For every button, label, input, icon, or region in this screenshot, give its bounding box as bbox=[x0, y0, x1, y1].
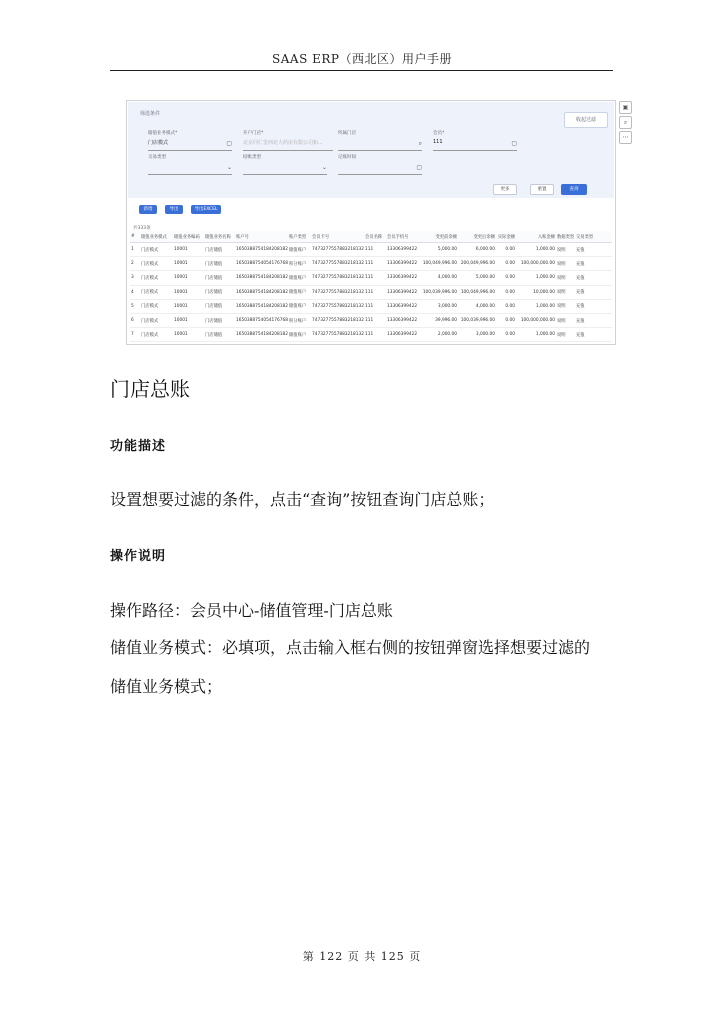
table-cell: 10,000.00 bbox=[516, 285, 556, 299]
table-cell: 4,000.00 bbox=[421, 271, 458, 285]
page-footer: 第 122 页 共 125 页 bbox=[302, 950, 422, 963]
table-cell: 5 bbox=[130, 299, 140, 313]
table-cell: 门店储值 bbox=[204, 243, 235, 257]
operation-line: 储值业务模式：必填项，点击输入框右侧的按钮弹窗选择想要过滤的 bbox=[110, 638, 591, 657]
table-cell: 7473277557883218132 bbox=[311, 285, 364, 299]
table-cell: 储值账户 bbox=[288, 328, 311, 342]
table-cell: 111 bbox=[364, 328, 386, 342]
table-cell: 说明 bbox=[556, 271, 575, 285]
more-button[interactable]: 更多 bbox=[493, 184, 517, 195]
table-cell: 储值账户 bbox=[288, 299, 311, 313]
function-description-text: 设置想要过滤的条件，点击“查询”按钮查询门店总账； bbox=[110, 490, 495, 509]
table-cell: 积分账户 bbox=[288, 313, 311, 327]
table-cell: 2 bbox=[130, 257, 140, 271]
column-header[interactable]: 储值业务模式 bbox=[140, 231, 173, 243]
table-row[interactable] bbox=[130, 328, 612, 342]
table-cell: 1 bbox=[130, 243, 140, 257]
table-cell: 13306399422 bbox=[386, 243, 421, 257]
table-cell: 111 bbox=[364, 271, 386, 285]
table-cell: 1,000.00 bbox=[516, 243, 556, 257]
table-cell: 门店储值 bbox=[204, 299, 235, 313]
table-cell: 13306399422 bbox=[386, 328, 421, 342]
table-cell: 充值 bbox=[575, 257, 612, 271]
table-cell: 6 bbox=[130, 313, 140, 327]
table-cell: 10001 bbox=[173, 271, 204, 285]
operation-path: 操作路径：会员中心-储值管理-门店总账 bbox=[110, 601, 393, 620]
table-cell: 111 bbox=[364, 257, 386, 271]
table-cell: 充值 bbox=[575, 313, 612, 327]
table-cell: 充值 bbox=[575, 299, 612, 313]
table-cell: 储值账户 bbox=[288, 285, 311, 299]
zoom-icon[interactable]: ⌕ bbox=[619, 116, 632, 129]
column-header[interactable]: 实际金额 bbox=[496, 231, 516, 243]
table-cell: 5,000.00 bbox=[421, 243, 458, 257]
open-store-field[interactable]: 开户门店* 北京同仁堂西北大药房有限公司和... bbox=[243, 130, 333, 146]
table-cell: 0.00 bbox=[496, 299, 516, 313]
calendar-icon[interactable]: ▢ bbox=[416, 164, 422, 171]
table-cell: 13306399422 bbox=[386, 285, 421, 299]
table-cell: 说明 bbox=[556, 328, 575, 342]
business-mode-field[interactable]: 储值业务模式* 门店模式 ▢ bbox=[148, 130, 232, 146]
table-cell: 门店模式 bbox=[140, 271, 173, 285]
settle-type-select[interactable]: 结帐类型 ⌄ bbox=[243, 154, 327, 163]
table-cell: 门店储值 bbox=[204, 328, 235, 342]
table-cell: 3 bbox=[130, 271, 140, 285]
column-header[interactable]: 变更前余额 bbox=[421, 231, 458, 243]
table-cell: 门店模式 bbox=[140, 313, 173, 327]
table-cell: 3,000.00 bbox=[421, 299, 458, 313]
table-cell: 充值 bbox=[575, 271, 612, 285]
column-header[interactable]: # bbox=[130, 231, 140, 243]
calendar-icon[interactable]: ▢ bbox=[226, 140, 232, 147]
column-header[interactable]: 会员名称 bbox=[364, 231, 386, 243]
table-cell: 门店模式 bbox=[140, 328, 173, 342]
table-cell: 储值账户 bbox=[288, 271, 311, 285]
table-cell: 门店模式 bbox=[140, 243, 173, 257]
section-heading: 门店总账 bbox=[110, 377, 190, 401]
query-button[interactable]: 查询 bbox=[561, 184, 587, 195]
table-cell: 门店储值 bbox=[204, 285, 235, 299]
running-header: SAAS ERP（西北区）用户手册 bbox=[272, 52, 452, 66]
table-cell: 100,039,996.00 bbox=[421, 285, 458, 299]
table-cell: 门店储值 bbox=[204, 257, 235, 271]
table-cell: 1650388754054176768 bbox=[235, 313, 288, 327]
table-cell: 充值 bbox=[575, 328, 612, 342]
app-screenshot bbox=[126, 100, 616, 345]
table-cell: 13306399422 bbox=[386, 299, 421, 313]
table-cell: 7473277557883218132 bbox=[311, 257, 364, 271]
table-cell: 1,000.00 bbox=[516, 271, 556, 285]
column-header[interactable]: 数据类型 bbox=[556, 231, 575, 243]
table-row[interactable] bbox=[130, 299, 612, 313]
table-cell: 0.00 bbox=[496, 328, 516, 342]
table-row[interactable] bbox=[130, 313, 612, 327]
table-cell: 1,000.00 bbox=[516, 328, 556, 342]
column-header[interactable]: 交易类型 bbox=[575, 231, 612, 243]
table-cell: 充值 bbox=[575, 285, 612, 299]
table-cell: 1650388754184208182 bbox=[235, 285, 288, 299]
trade-type-select[interactable]: 交易类型 ⌄ bbox=[148, 154, 232, 163]
table-cell: 0.00 bbox=[496, 313, 516, 327]
panel-title: 筛选条件 bbox=[140, 111, 161, 117]
operation-line: 储值业务模式； bbox=[110, 677, 223, 696]
table-cell: 7473277557883218132 bbox=[311, 271, 364, 285]
function-description-title: 功能描述 bbox=[110, 439, 167, 454]
table-cell: 10001 bbox=[173, 328, 204, 342]
table-cell: 1650388754184208182 bbox=[235, 328, 288, 342]
column-header[interactable]: 储值业务编码 bbox=[173, 231, 204, 243]
table-row[interactable] bbox=[130, 285, 612, 299]
table-cell: 7 bbox=[130, 328, 140, 342]
new-button[interactable]: 新增 bbox=[139, 205, 157, 214]
table-cell: 7473277557883218132 bbox=[311, 243, 364, 257]
operation-title: 操作说明 bbox=[110, 549, 167, 564]
table-cell: 门店模式 bbox=[140, 285, 173, 299]
table-cell: 3,000.00 bbox=[458, 328, 496, 342]
ledger-table bbox=[130, 231, 612, 342]
table-cell: 100,049,996.00 bbox=[458, 285, 496, 299]
table-cell: 10001 bbox=[173, 285, 204, 299]
table-cell: 13306399422 bbox=[386, 271, 421, 285]
table-cell: 10001 bbox=[173, 313, 204, 327]
table-cell: 1650388754054176768 bbox=[235, 257, 288, 271]
table-cell: 13306399422 bbox=[386, 257, 421, 271]
table-cell: 说明 bbox=[556, 285, 575, 299]
store-field[interactable]: 所属门店 ⌕ bbox=[338, 130, 422, 139]
more-icon[interactable]: ⋯ bbox=[619, 131, 632, 144]
table-cell: 说明 bbox=[556, 313, 575, 327]
table-cell: 7473277557883218132 bbox=[311, 313, 364, 327]
table-cell: 说明 bbox=[556, 243, 575, 257]
reset-button[interactable]: 重置 bbox=[530, 184, 554, 195]
table-cell: 200,049,996.00 bbox=[458, 257, 496, 271]
member-field[interactable]: 会员* 111 ▢ bbox=[433, 130, 517, 145]
table-cell: 积分账户 bbox=[288, 257, 311, 271]
table-cell: 100,049,996.00 bbox=[421, 257, 458, 271]
table-cell: 1,000.00 bbox=[516, 299, 556, 313]
table-cell: 充值 bbox=[575, 243, 612, 257]
table-cell: 10001 bbox=[173, 299, 204, 313]
filter-panel bbox=[128, 102, 614, 198]
table-cell: 100,000,000.00 bbox=[516, 313, 556, 327]
table-cell: 1650388754184208182 bbox=[235, 243, 288, 257]
image-tool-icon[interactable]: ▣ bbox=[619, 101, 632, 114]
table-cell: 111 bbox=[364, 243, 386, 257]
table-cell: 111 bbox=[364, 313, 386, 327]
table-cell: 门店储值 bbox=[204, 313, 235, 327]
chevron-down-icon[interactable]: ⌄ bbox=[321, 164, 327, 171]
table-cell: 4 bbox=[130, 285, 140, 299]
table-cell: 6,000.00 bbox=[458, 243, 496, 257]
table-cell: 储值账户 bbox=[288, 243, 311, 257]
table-cell: 39,996.00 bbox=[421, 313, 458, 327]
table-cell: 10001 bbox=[173, 257, 204, 271]
table-cell: 说明 bbox=[556, 257, 575, 271]
table-row[interactable] bbox=[130, 271, 612, 285]
record-time-field[interactable]: 记账时间 ▢ bbox=[338, 154, 422, 163]
calendar-icon[interactable]: ▢ bbox=[511, 140, 517, 147]
export-button[interactable]: 导出 bbox=[165, 205, 183, 214]
table-cell: 门店模式 bbox=[140, 257, 173, 271]
column-header[interactable]: 账户号 bbox=[235, 231, 288, 243]
table-cell: 说明 bbox=[556, 299, 575, 313]
table-row[interactable] bbox=[130, 243, 612, 257]
table-cell: 0.00 bbox=[496, 257, 516, 271]
chevron-down-icon[interactable]: ⌄ bbox=[226, 164, 232, 171]
column-header[interactable]: 入账金额 bbox=[516, 231, 556, 243]
table-cell: 111 bbox=[364, 285, 386, 299]
column-header[interactable]: 会员手机号 bbox=[386, 231, 421, 243]
column-header[interactable]: 账户类型 bbox=[288, 231, 311, 243]
table-cell: 2,000.00 bbox=[421, 328, 458, 342]
export-excel-button[interactable]: 导出EXCEL bbox=[191, 205, 221, 214]
table-cell: 10001 bbox=[173, 243, 204, 257]
table-cell: 7473277557883218132 bbox=[311, 328, 364, 342]
table-cell: 5,000.00 bbox=[458, 271, 496, 285]
column-header[interactable]: 变更后余额 bbox=[458, 231, 496, 243]
fold-filter-button[interactable]: 收起过滤 bbox=[564, 112, 608, 128]
table-cell: 13306399422 bbox=[386, 313, 421, 327]
table-cell: 0.00 bbox=[496, 271, 516, 285]
table-cell: 0.00 bbox=[496, 243, 516, 257]
header-divider bbox=[110, 70, 613, 71]
search-icon[interactable]: ⌕ bbox=[418, 140, 422, 147]
table-cell: 100,000,000.00 bbox=[516, 257, 556, 271]
table-cell: 7473277557883218132 bbox=[311, 299, 364, 313]
record-count: 共333条 bbox=[133, 226, 151, 231]
column-header[interactable]: 储值业务名称 bbox=[204, 231, 235, 243]
table-cell: 1650388754184208182 bbox=[235, 299, 288, 313]
table-cell: 0.00 bbox=[496, 285, 516, 299]
table-row[interactable] bbox=[130, 257, 612, 271]
table-cell: 门店模式 bbox=[140, 299, 173, 313]
table-cell: 100,039,996.00 bbox=[458, 313, 496, 327]
table-cell: 111 bbox=[364, 299, 386, 313]
table-cell: 门店储值 bbox=[204, 271, 235, 285]
column-header[interactable]: 会员卡号 bbox=[311, 231, 364, 243]
table-cell: 4,000.00 bbox=[458, 299, 496, 313]
table-cell: 1650388754184208182 bbox=[235, 271, 288, 285]
